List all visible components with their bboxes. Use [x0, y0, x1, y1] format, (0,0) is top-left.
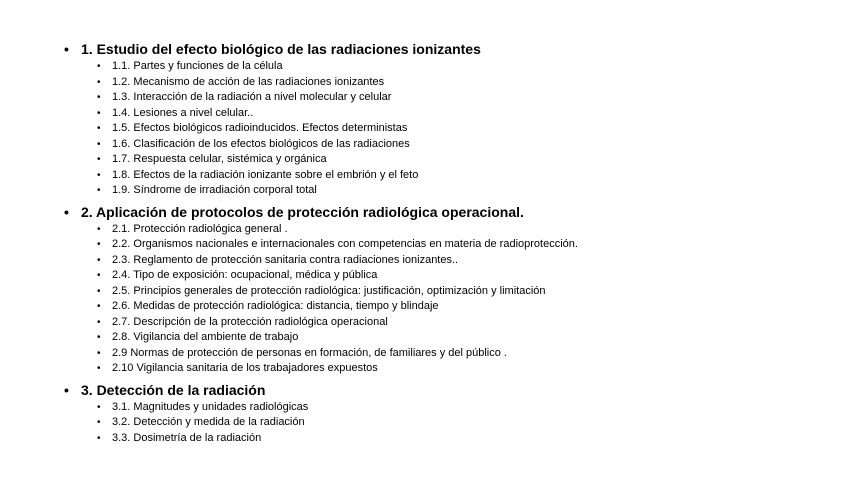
section-2-list [64, 222, 834, 377]
list-item [97, 315, 834, 331]
bullet-icon: • [97, 76, 101, 88]
section-2-title [64, 203, 834, 221]
bullet-icon: • [97, 138, 101, 150]
bullet-icon: • [97, 432, 101, 444]
bullet-icon: • [97, 316, 101, 328]
bullet-icon: • [97, 92, 101, 103]
bullet-icon: • [97, 169, 101, 181]
section-3-title-text: 3. Detección de la radiación [81, 381, 266, 398]
list-item-text: 1.5. Efectos biológicos radioinducidos. Efectos deterministas [112, 122, 408, 134]
list-item [97, 222, 834, 238]
section-2 [64, 203, 834, 377]
list-item-text: 1.3. Interacción de la radiación a nivel molecular y celular [112, 91, 392, 103]
list-item-text: 1.6. Clasificación de los efectos biológicos de las radiaciones [112, 137, 410, 150]
bullet-icon: • [64, 203, 69, 220]
bullet-icon: • [97, 401, 101, 413]
section-1-title [64, 40, 834, 58]
list-item-text: 2.2. Organismos nacionales e internacionales con competencias en materia de radioprotección. [112, 238, 578, 250]
list-item [97, 137, 834, 153]
bullet-icon: • [97, 239, 101, 250]
bullet-icon: • [97, 154, 101, 165]
list-item [97, 183, 834, 199]
list-item [97, 268, 834, 284]
bullet-icon: • [97, 185, 101, 196]
bullet-icon: • [97, 347, 101, 359]
list-item-text: 2.8. Vigilancia del ambiente de trabajo [112, 331, 299, 343]
section-3-title [64, 381, 834, 399]
list-item [97, 253, 834, 269]
bullet-icon: • [97, 254, 101, 266]
list-item [97, 59, 834, 75]
slide-outline [64, 40, 834, 450]
bullet-icon: • [97, 332, 101, 343]
list-item-text: 1.8. Efectos de la radiación ionizante sobre el embrión y el feto [112, 168, 419, 181]
bullet-icon: • [97, 417, 101, 428]
list-item [97, 106, 834, 122]
list-item-text: 2.1. Protección radiológica general . [112, 222, 288, 235]
bullet-icon: • [97, 61, 101, 72]
list-item-text: 1.1. Partes y funciones de la célula [112, 60, 283, 72]
list-item [97, 168, 834, 184]
bullet-icon: • [97, 270, 101, 281]
list-item [97, 299, 834, 315]
bullet-icon: • [97, 223, 101, 235]
section-3 [64, 381, 834, 447]
list-item-text: 2.6. Medidas de protección radiológica: distancia, tiempo y blindaje [112, 300, 439, 312]
bullet-icon: • [97, 285, 101, 297]
list-item [97, 361, 834, 377]
list-item-text: 2.4. Tipo de exposición: ocupacional, médica y pública [112, 269, 378, 281]
list-item [97, 346, 834, 362]
list-item-text: 3.3. Dosimetría de la radiación [112, 431, 262, 444]
section-1 [64, 40, 834, 199]
section-3-list [64, 400, 834, 447]
list-item-text: 2.9 Normas de protección de personas en formación, de familiares y del público . [112, 346, 507, 359]
list-item [97, 330, 834, 346]
list-item [97, 284, 834, 300]
list-item-text: 2.10 Vigilancia sanitaria de los trabajadores expuestos [112, 362, 378, 374]
list-item-text: 3.2. Detección y medida de la radiación [112, 416, 305, 428]
bullet-icon: • [97, 123, 101, 134]
list-item-text: 1.4. Lesiones a nivel celular.. [112, 106, 254, 119]
list-item-text: 3.1. Magnitudes y unidades radiológicas [112, 400, 309, 413]
list-item-text: 1.9. Síndrome de irradiación corporal total [112, 184, 317, 196]
list-item-text: 2.3. Reglamento de protección sanitaria contra radiaciones ionizantes.. [112, 253, 459, 266]
list-item-text: 2.5. Principios generales de protección radiológica: justificación, optimización y limitación [112, 284, 546, 297]
section-2-title-text: 2. Aplicación de protocolos de protección radiológica operacional. [81, 203, 524, 220]
bullet-icon: • [97, 363, 101, 374]
list-item [97, 415, 834, 431]
list-item-text: 1.7. Respuesta celular, sistémica y orgánica [112, 153, 327, 165]
bullet-icon: • [97, 301, 101, 312]
bullet-icon: • [97, 107, 101, 119]
list-item [97, 237, 834, 253]
list-item [97, 121, 834, 137]
section-1-list [64, 59, 834, 199]
list-item [97, 400, 834, 416]
list-item [97, 75, 834, 91]
list-item-text: 2.7. Descripción de la protección radiológica operacional [112, 315, 388, 328]
list-item [97, 90, 834, 106]
section-1-title-text: 1. Estudio del efecto biológico de las radiaciones ionizantes [81, 41, 481, 57]
bullet-icon: • [64, 381, 69, 398]
list-item-text: 1.2. Mecanismo de acción de las radiaciones ionizantes [112, 75, 385, 88]
bullet-icon: • [64, 41, 69, 57]
list-item [97, 152, 834, 168]
list-item [97, 431, 834, 447]
